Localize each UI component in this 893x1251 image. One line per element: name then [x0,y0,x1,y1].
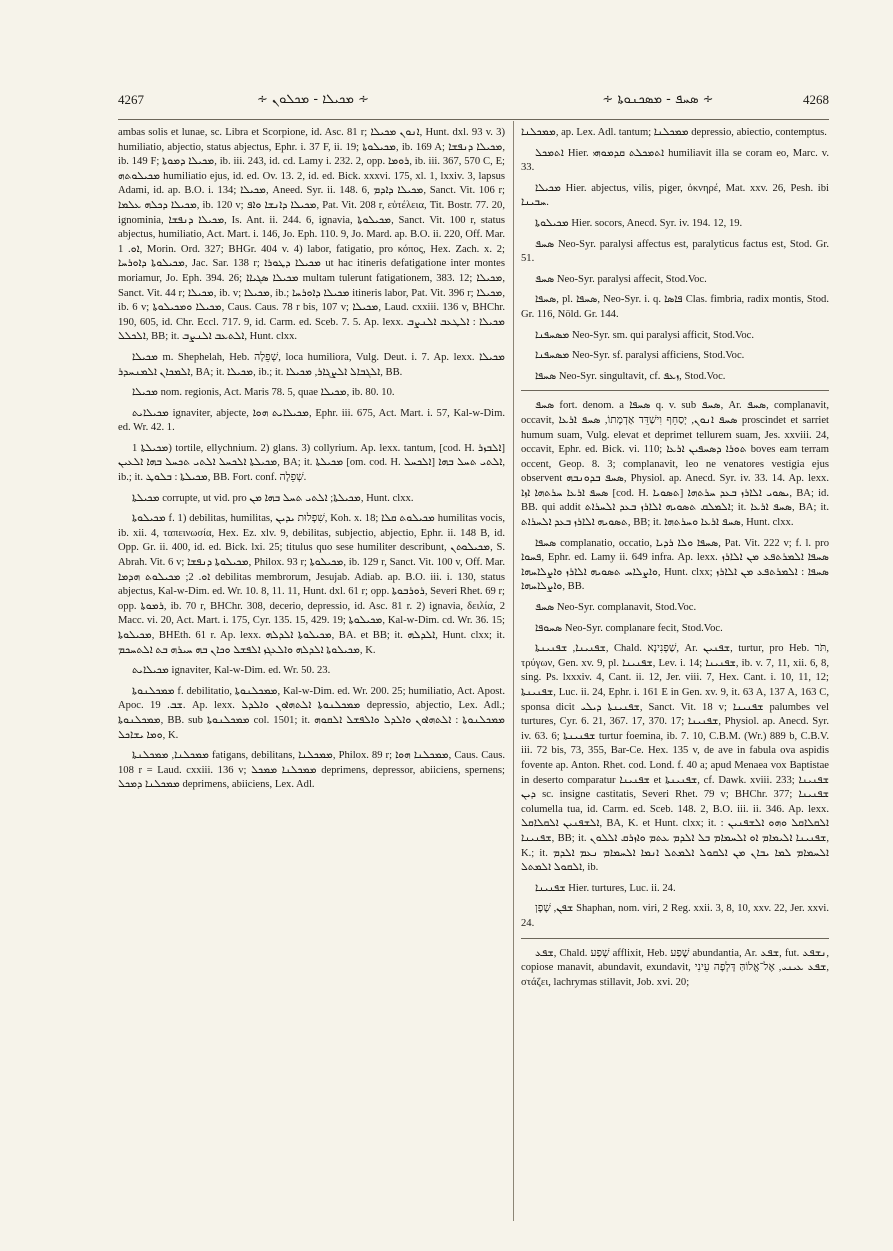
running-head-left: ∻ ܡܟܝܠܐ - ܡܟܠܘܢ ∻ [256,92,370,107]
entry: ܡܟܝܠܬܐ corrupte, ut vid. pro ܡܟܝܠܬܐ; ܐܠܬܝ ܬܚܠ ܒܗܐ ܡܢ, Hunt. clxx. [132,492,414,504]
entry: ܡܟܝܠܘܬܐ f. 1) debilitas, humilitas, שִׁפְלוּת ܝܕܝܢ, Koh. x. 18; ܡܟܝܠܘܬ ܩܠܐ humilitas vocis, ib. xii. 4, ταπεινωσία, Hex. Ez. xlv. 9, debilitas, subjectio, abjectio, Ephr. ii. 148 B, id. Opp. Gr. ii. 400, id. ed. Bick. lxi. 25; titulus quo sese humiliter describunt, ܡܟܝܠܘܬܢ, S. Abrah. Vit. 6 v; ܡܟܝܠܘܬܐ ܕܢܦܫܐ, Philox. 93 r; ܡܟܝܠܘܬܐ, ib. 129 r, Sanct. Vit. 100 v, Off. Mar. ܐܘ. 2; ܡܟܝܠܘܬ ܗܕܡܐ debilitas membrorum, Jesujab. Adiab. ap. B.O. iii. i. 130, status abjectus, Kal-w-Dim. ed. Wr. 10. 8, 11. 11, Hunt. dxl. 61 r; opp. ܪܘܪܒܘܬܐ, Severi Rhet. 69 r; opp. ܪܡܘܬܐ, ib. 70 r, BHChr. 308, decerio, depressio, id. Asc. 81 r. 2) ignavia, δειλία, 2 Macc. vi. 20, Act. Mart. i. 175, Cyr. 135. 15, 429. 19; ܡܟܝܠܘܬܐ, Kal-w-Dim. cd. Wr. 36. 15; ܡܟܝܠܘܬܐ, BHEth. 61 r. Ap. lexx. ܡܟܝܠܘܬܐ ܐܠܕܠܗ, BA. et BB; it. ܐܠܕܠܗ, Hunt. clxx; it. ܡܟܝܠܘܬܐ ܐܠܕܠܗ ܘܐܠܥܓܙ ܐܠܦܫܠ ܘܟܐܢ ܒܗ ܚܝܪܗ ܒܬ ܐܠܬܚܟܡ, K. [118,513,506,656]
entry: ܫܦܢܝܢܐ, ܫܦܢܝܢܬܐ, Chald. שַׁפְנִינָא, Ar. ܫܦܢܝܢ, turtur, pro Heb. תֹּר, τρύγων, Gen. xv. 9, pl. ܫܦܢܝܢܐ, Lev. i. 14; ܫܦܢܝܢܐ, ib. v. 7, 11, xii. 6, 8, sing. Ps. lxxxiv. 4, Cant. ii. 12, Jer. viii. 7, Hex. Cant. i. 10, 11, 12; ܫܦܢܝܢܬܐ, Luc. ii. 24, Ephr. i. 161 E in Gen. xv. 9, it. 63 A, 137 A, 163 C, sponsa dicit ܫܦܢܝܢܬܐ ܕܝܠܝ, Sanct. Vit. 18 v; ܫܦܢܝܢܐ palumbes vel turtures, Cyr. 6. 21, 367. 17, 370. 17; ܫܦܢܝܢܐ, Physiol. ap. Anecd. Syr. iv. 63. 6; ܫܦܢܝܢܬܐ turtur foemina, ib. 7. 10, C.B.M. (Wr.) 889 b, C.B.V. iii. 72 bis, 73, 355, Bar-Ce. Hex. 135 v, de ave in fabula ova aspidis fovente ap. Anton. Rhet. cod. Lond. f. 40 a; apud Menaea vox Baptistae in deserto comparatur ܫܦܢܝܢܐ et ܫܦܢܝܢܬܐ, cf. Dawk. xviii. 233; ܫܦܢܝܢܐ ܕܝܢ sc. insigne castitatis, Severi Rhet. 79 v; BHChr. 377; ܫܦܢܝܢܐ columella tua, id. Carm. ed. Sceb. 148. 2, B.O. iii. ii. 346. Ap. lexx. ܐܠܫܦܢܝܢ ܐܠܩܠܐܩܠ, BA, K. et Hunt. clxx; it. ܐܠܩܠܐܩܠ ܘܗܘ ܐܠܫܦܢܝܢ : ܫܦܢܝܢܐ, BB; it. ܫܦܢܝܢܐ ܐܠܝܡܐܡ ܐܘ ܐܠܚܡܐܡ ܒܠ ܐܠܕܡ ܥܬܡ ܘܐܙܪܩ ܐܠܠܘܢ, K.; it. ܐܠܚܡܐܡ ܠܡܐ ܝܒܐܢ ܡܢ ܐܠܩܘܠ ܐܠܡܬܠ ܐܢܡܐ ܐܠܚܡܐܡ ܢܥܡ ܐܠܕܡ ܐܠܩܘܠ ܐܠܡܬܠ, ib. [521,643,829,874]
entry: ܣܚܘܦܐ Neo-Syr. complanare fecit, Stod.Voc. [535,622,723,634]
running-head-right: ∻ ܣܚܦ - ܡܣܟܢܘܬܐ ∻ [602,92,714,107]
entry: ܡܡܟܠܢܐ, ap. Lex. Adl. tantum; ܡܡܟܠܢܐ depressio, abiectio, contemptus. [521,127,827,138]
entry: ܡܡܟܠܢܘܬܐ f. debilitatio, ܡܡܟܠܢܘܬܐ, Kal-w-Dim. ed. Wr. 200. 25; humiliatio, Act. Apost. Apoc. ܫܒ. 19. Ap. lexx. ܡܡܟܠܢܘܬܐ ܐܠܬܗܐܘܢ ܘܐܠܕܠ depressio, abjectio, Lex. Adl.; ܡܡܟܠܢܘܬܐ, BB. sub ܡܡܟܠܢܘܬܐ col. 1501; it. ܡܡܟܠܢܘܬܐ : ܐܠܬܗܐܘܢ ܘܐܠܕܠ ܘܐܠܦܫܠ ܐܠܩܘܗ ܘܡܐ ܝܫܐܟܠ, K. [118,685,506,741]
entry: ܣܚܦܐ, pl. ܣܚܦܐ, Neo-Syr. i. q. ܦܐܣܐ Clas. fimbria, radix montis, Stod. Gr. 116, Nöld. Gr. 144. [521,294,829,320]
entry: ܣܚܦ Neo-Syr. paralysi affectus est, paralyticus factus est, Stod. Gr. 51. [521,238,829,265]
left-column [118,126,505,799]
entry: ܣܚܦ fort. denom. a ܣܚܦܐ q. v. sub ܣܚܦ, Ar. ܣܚܦ, complanavit, occavit, ܣܚܦ ܐܢܘܢ, יְסַחֵף וִישַׁדֵּד אַדְמָתוֹ, ܣܚܦ ܐܪܥܐ proscindet et sarriet humum suam, Vulg. elevat et deprimet tellurem suam, Jes. xxviii. 24, occavit, Ephr. ed. Bick. vi. 110; ܬܘܪܐ ܕܣܚܦܝܢ ܐܪܥܐ boves eam terram occent, Geop. 8. 3; complanavit, leo ne venatores vestigia ejus observent ܣܚܦ ܒܕܘܢܒܗ, Physiol. ap. Anecd. Syr. iv. 33. 14. Ap. lexx. ܣܚܦ ܐܪܥܐ ܚܪܬܗܐ ܐܙܐ [cod. H. ܬܣܘܝܐ] ܝܣܘܝ ܐܠܐܪܙ ܒܥܕ ܚܪܬܗܐ, BA; id. BB. qui addit ܐܠܡܠܩ ܬܣܘܝܗ ܐܠܐܪܙ ܒܥܕ ܐܠܚܪܐܬ; it. ܣܚܦ ܐܪܥܐ, BA; it. ܬܣܘܝܗ ܐܠܐܪܙ ܒܥܕ ܐܠܚܪܐܬ, BB; it. ܣܚܦ ܐܪܥܐ ܘܚܪܬܗܐ, Hunt. clxx. [521,400,830,529]
entry: ܡܟܝܠܘܬܐ Hier. socors, Anecd. Syr. iv. 194. 12, 19. [535,217,743,229]
column-divider [513,121,514,1221]
page-number-left: 4267 [118,92,144,107]
entry: ܐܬܡܟܠ Hier. ܐܬܡܟܠܬ ܩܕܡܘܗܝ humiliavit illa se coram eo, Marc. v. 33. [521,147,829,174]
entry: ܣܚܦ Neo-Syr. complanavit, Stod.Voc. [535,602,697,614]
entry: ܫܦܢܝܢܐ Hier. turtures, Luc. ii. 24. [535,882,676,894]
header-rule [118,119,829,120]
section-separator [521,390,829,391]
entry: ܡܟܝܠܐ nom. regionis, Act. Maris 78. 5, quae ܡܟܝܠܐ, ib. 80. 10. [132,387,395,399]
entry: ܣܚܦܐ Neo-Syr. singultavit, cf. ܙܥܦ, Stod.Voc. [535,370,726,382]
entry: ܡܟܝܠܐܝܬ ignaviter, abjecte, ܡܟܝܠܐܝܬ ܗܘܐ, Ephr. iii. 675, Act. Mart. i. 57, Kal-w-Dim. ed. Wr. 42. 1. [118,407,505,434]
page-number-right: 4268 [803,92,829,107]
entry: ܡܟܝܠܐ Hier. abjectus, vilis, piger, ὀκνηρέ, Mat. xxv. 26, Pesh. ibi ܚܒܝܢܐ. [521,182,829,209]
section-separator [521,938,829,939]
entry: ambas solis et lunae, sc. Libra et Scorpione, id. Asc. 81 r; ܐܢܘܢ ܡܟܝܠܐ, Hunt. dxl. 93 v. 3) humiliatio, abjectio, status abjectus, Ephr. i. 37 F, ii. 19; ܡܟܝܠܘܬܐ, ib. 169 A; ܡܟܝܠܐ ܕܢܦܫܐ, ib. 149 F; ܡܟܝܠܐ ܕܡܘܬܐ, ib. iii. 243, id. cd. Lamy i. 232. 2, opp. ܪܘܡܐ, ib. iii. 367, 570 C, E; ܡܟܝܠܘܬܗ humiliatio ejus, id. ed. Ov. 13. 2, id. ed. Bick. xxxvi. 175, xl. 1, lxxiv. 3, lapsus Adami, id. ap. B.O. i. 134; ܡܟܝܠܐ, Aneed. Syr. ii. 148. 6, ܡܟܝܠܐ ܕܐܕܡ, Sanct. Vit. 106 r; ܡܟܝܠܐ ܕܟܠܗ ܥܠܡܐ, ib. 120 v; ܡܟܝܠܐ ܕܐܢܫܐ ܘܐܦ, Pat. Vit. 208 r, εὐτέλεια, Tit. Bostr. 77. 20, ignominia, ܡܟܝܠܐ ܕܢܦܫܐ, Is. Ant. ii. 244. 6, ignavia, ܡܟܝܠܘܬܐ, Sanct. Vit. 100 r, status abjectus, humiliatio, Act. Mart. i. 146, Jo. Eph. 110. 9, Jo. Mard. ap. B.O. ii. 220, Off. Mar. ܐܘ. 1, Morin. Ord. 327; BHGr. 404 v. 4) labor, fatigatio, pro κόπος, Hex. Zach. x. 2; ܡܟܝܠܘܬܐ ܕܐܘܪܚܐ, Jac. Sar. 138 r; ܡܟܝܠܐ ܕܛܘܪܐ ut hac itineris defatigatione inter montes moriamur, Jo. Eph. 394. 26; ܡܟܝܠܐ ܣܓܝܐܐ multam tulerunt fatigationem, 383. 12; ܡܟܝܠܐ, Sanct. Vit. 44 r; ܡܟܝܠܐ, ib. v; ܡܟܝܠܐ, ib.; ܡܟܝܠܐ ܕܐܘܪܚܐ itineris labor, Pat. Vit. 396 r; ܡܟܝܠܐ, ib. 6 v; ܡܟܝܠܐ ܘܡܟܝܠܘܬܐ, Caus. Caus. 78 r bis, 107 v; ܡܟܝܠܐ, Laud. cxxiii. 136 v, BHChr. 190, 605, id. Chr. Eccl. 717. 9, id. Carm. ed. Sceb. 7. 5. Ap. lexx. ܡܟܝܠܐ : ܐܠܛܥܒ ܐܠܢܨܒ ܐܠܟܠܠ, BB; it. ܐܠܬܥܒ ܐܠܢܨܒ, Hunt. clxx. [118,127,506,343]
entry: ܫܦܢ, שָׁפָן Shaphan, nom. viri, 2 Reg. xxii. 3, 8, 10, xxv. 22, Jer. xxvi. 24. [521,903,829,929]
entry: ܡܣܚܦܢܐ Neo-Syr. sm. qui paralysi afficit, Stod.Voc. [535,329,755,341]
entry: ܫܦܥ, Chald. שְׁפַע afflixit, Heb. שֶׁפַע abundantia, Ar. ܫܦܥ, fut. ܢܫܦܥ, copiose manavit, abundavit, exundavit, ܫܦܥ ܥܝܢܝ, אֶל־אֱלוֹהַּ דָּלְפָה עֵינִי, στάζει, lachrymas stillavit, Job. xvi. 20; [521,947,830,988]
entry: ܡܣܚܦܢܐ Neo-Syr. sf. paralysi afficiens, Stod.Voc. [535,350,745,362]
page-header [118,92,829,114]
entry: ܣܚܦܐ complanatio, occatio, ܣܚܦܐ ܘܠܐ ܪܕܝܐ, Pat. Vit. 222 v; f. l. pro ܦܚܘܐ, Ephr. ed. Lamy ii. 649 infra. Ap. lexx. ܣܚܦܐ ܐܠܡܪܬܦܥ ܡܢ ܐܠܐܪܙ ܘܐܨܠܐܚ ܬܣܘܝܗ ܐܠܐܪܙ ܘܐܨܠܐܚܗܐ, Hunt. clxx; ܣܚܦܐ : ܐܠܡܪܬܦܥ ܡܢ ܐܠܐܪܙ ܘܐܨܠܐܚܗܐ, BB. [521,537,830,593]
entry: ܡܟܝܠܬܐ 1) tortile, ellychnium. 2) glans. 3) collyrium. Ap. lexx. tantum, [cod. H. ܐܠܒܙܪ] ܡܟܝܠܬܐ ܐܠܟܚܠ ܐܠܬܝ ܬܟܚܠ ܒܗܐ ܐܠܥܝܢ, BA; it. ܡܟܝܠܬܐ [om. cod. H. ܐܠܟܚܠ] ܐܠܬܝ ܬܚܠ ܒܗܐ, ib.; it. ܡܟܝܠܬܐ : ܒܠܘܛ, BB. Fort. conf. שְׁפֵלָה. [118,442,505,484]
entry: ܡܟܝܠܐܝܬ ignaviter, Kal-w-Dim. ed. Wr. 50. 23. [132,665,331,677]
entry: ܡܡܟܠܢܐ, ܡܡܟܠܢܬܐ fatigans, debilitans, ܡܡܟܠܢܐ, Philox. 89 r; ܡܡܟܠܢܐ ܗܘܐ, Caus. Caus. 108 r = Laud. cxxiii. 136 v; ܡܡܟܠܢܐ ܡܡܟܠ deprimens, depressor, abiiciens, spernens; ܡܡܟܠܢܐ ܕܡܟܠ deprimens, abiiciens, Lex. Adl. [118,750,506,791]
right-column [521,126,829,996]
entry: ܡܟܝܠܐ m. Shephelah, Heb. שְׁפֵלָה, loca humiliora, Vulg. Deut. i. 7. Ap. lexx. ܡܟܝܠܐ ܐܠܡܟܐܢ ܐܠܡܢܚܕܪ, BA; it. ܡܟܝܠܐ, ib.; it. ܐܠܓܒܐܠ ܐܠܨܓܐܪ, ܡܟܝܠܐ, BB. [118,351,505,378]
entry: ܣܚܦ Neo-Syr. paralysi affecit, Stod.Voc. [535,273,707,285]
